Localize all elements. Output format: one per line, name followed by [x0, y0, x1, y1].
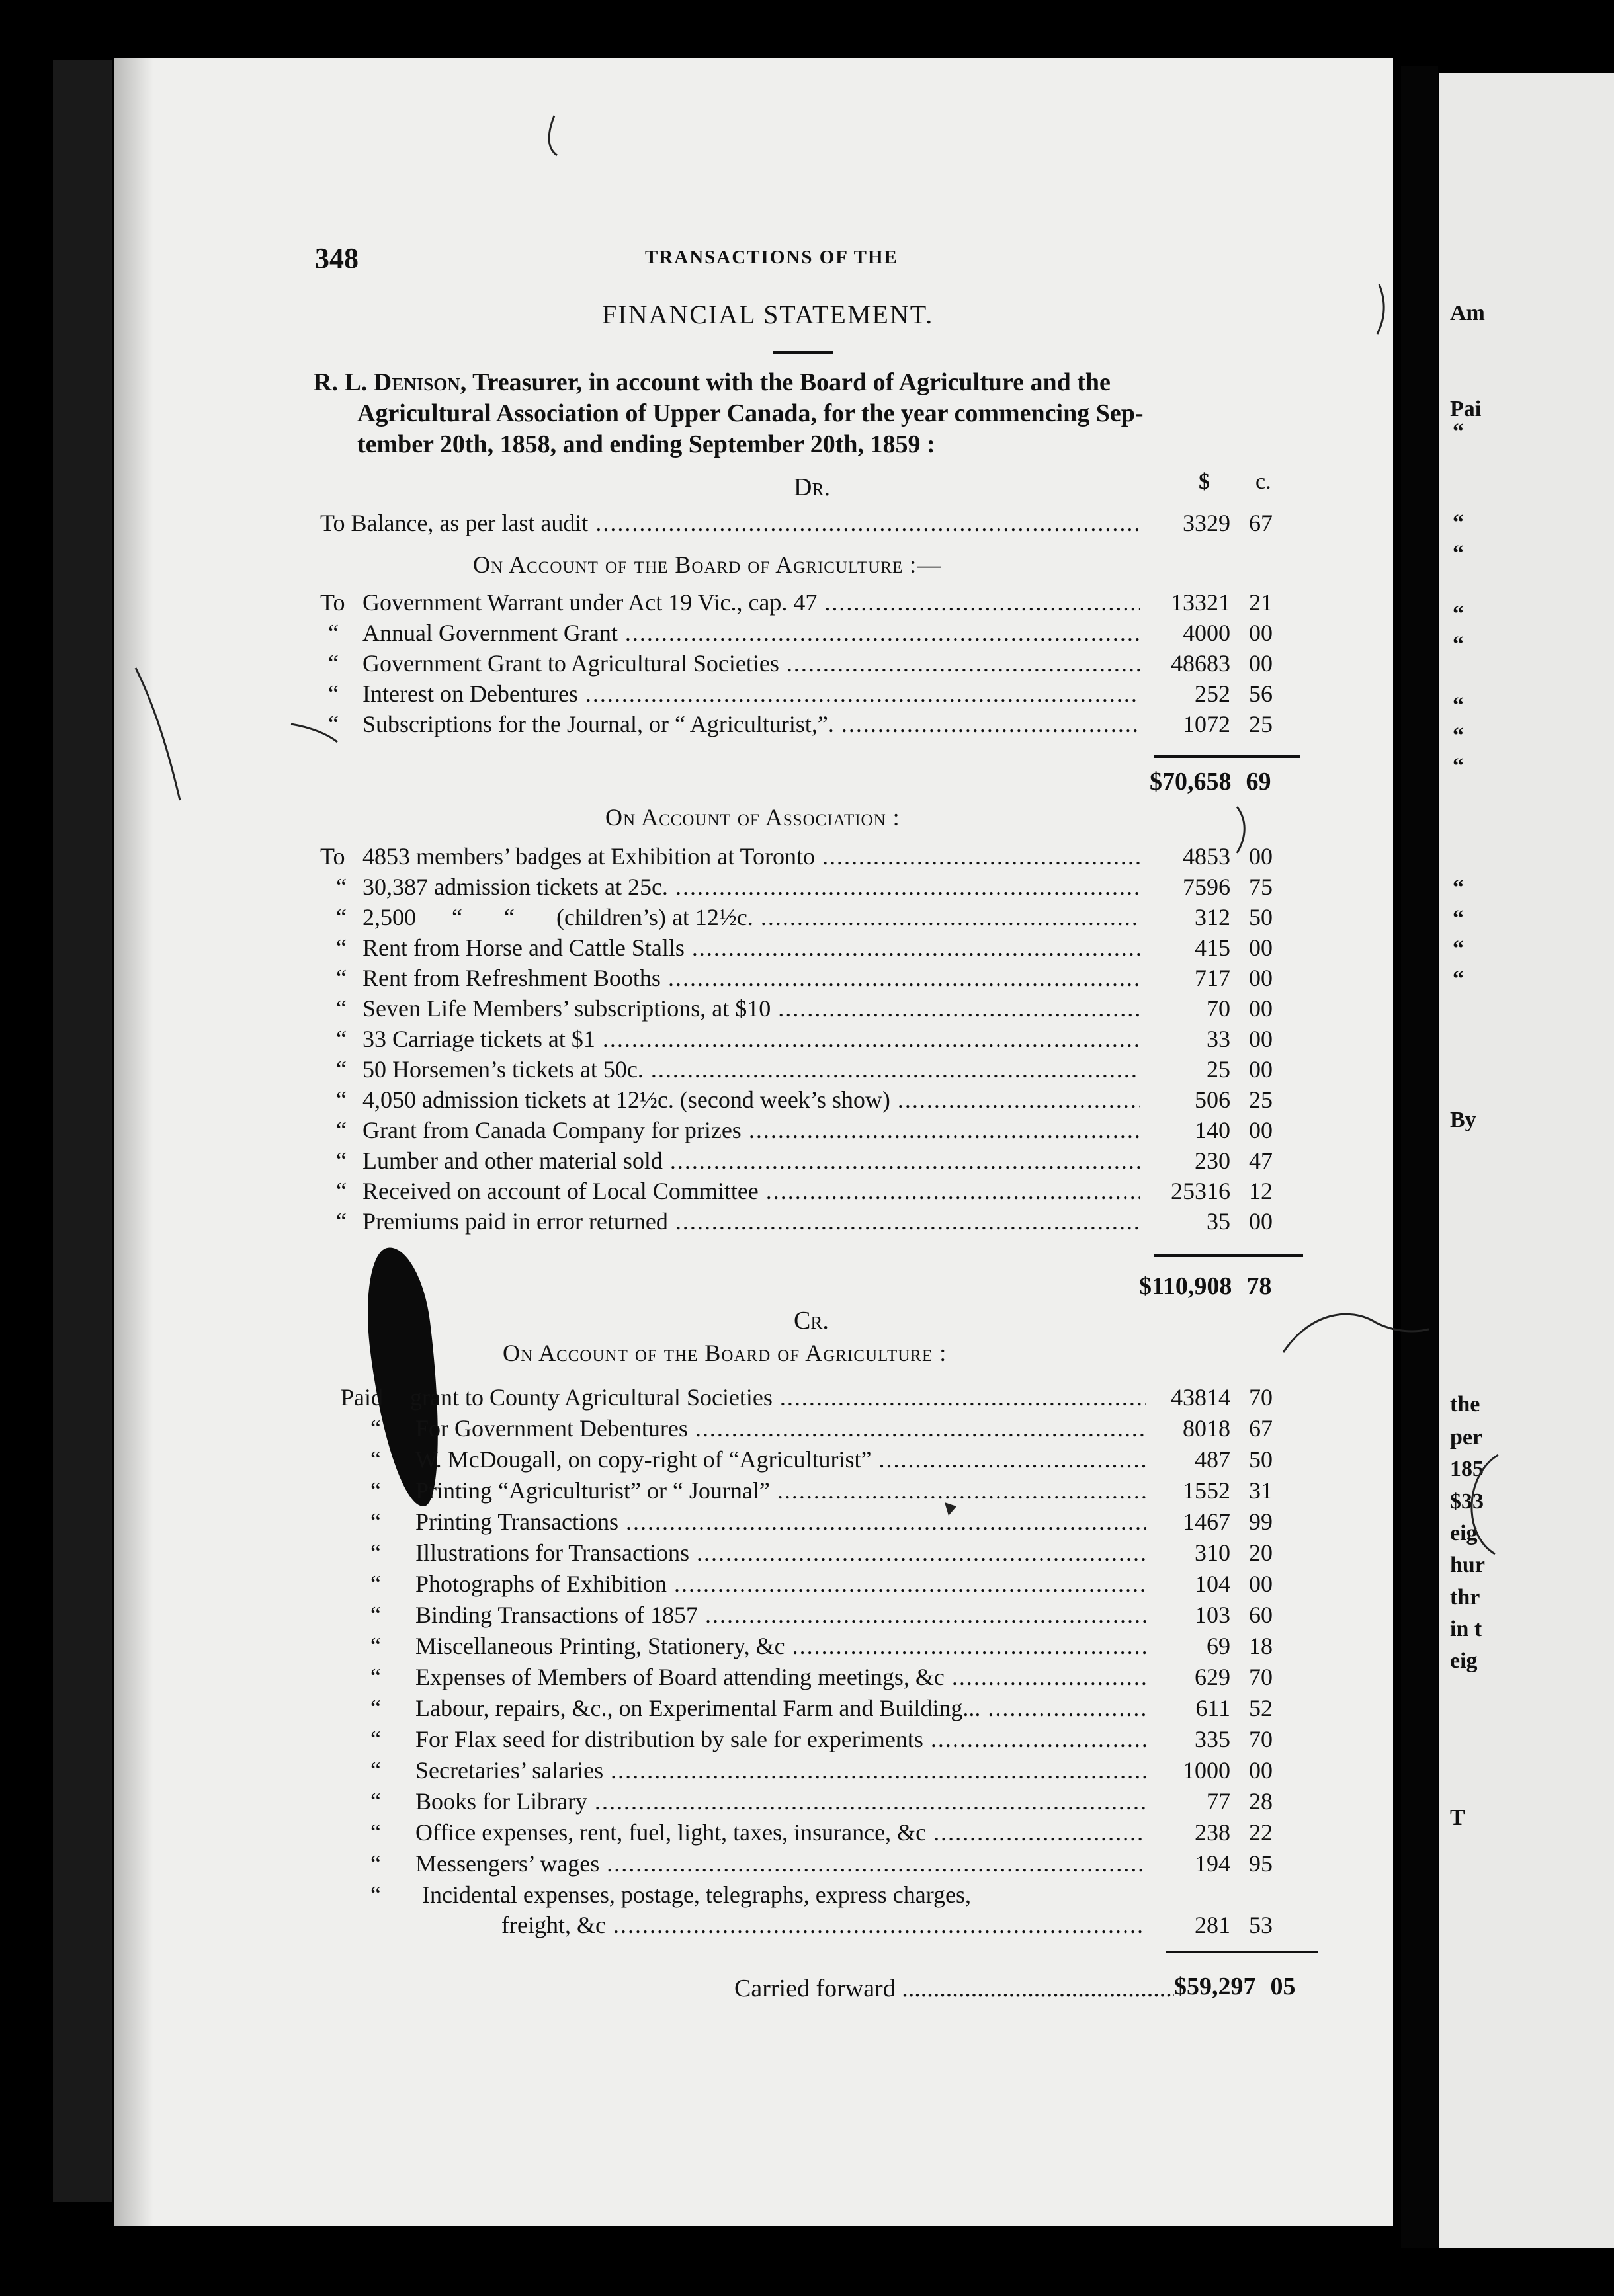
adjacent-page-line: Pai [1450, 397, 1482, 421]
row-label: W. McDougall, on copy-right of “Agriculturist” ..... [415, 1444, 1146, 1475]
ledger-row [0, 1848, 1323, 1879]
row-cents: 70 [1249, 1726, 1273, 1752]
row-prefix: “ [336, 1086, 347, 1113]
ledger-row [0, 1910, 1323, 1940]
row-dollars: 104 [1195, 1571, 1230, 1597]
total-cents: 69 [1246, 768, 1271, 796]
row-prefix: “ [370, 1788, 381, 1815]
carried-forward-rule [1166, 1951, 1318, 1953]
ledger-row [0, 1538, 1323, 1568]
debit-heading: Dr. [794, 473, 830, 501]
adjacent-page-line: in t [1450, 1617, 1482, 1641]
row-label: Seven Life Members’ subscriptions, at $10 ..... [362, 993, 1140, 1024]
row-prefix: “ [370, 1602, 381, 1628]
row-label: 30,387 admission tickets at 25c. ..... [362, 872, 1140, 902]
row-prefix: “ [336, 934, 347, 961]
row-label: Expenses of Members of Board attending meetings, &c ..... [415, 1662, 1146, 1692]
total-dollars: $59,297 [1174, 1973, 1256, 2000]
row-label: Printing “Agriculturist” or “ Journal” ..... [415, 1475, 1146, 1506]
treasurer-name: R. L. Denison [314, 368, 460, 396]
ledger-row [0, 1724, 1323, 1754]
ledger-row [0, 902, 1323, 932]
row-label: Subscriptions for the Journal, or “ Agriculturist,”. ..... [362, 709, 1140, 739]
row-cents: 00 [1249, 1571, 1273, 1597]
row-dollars: 25 [1207, 1056, 1230, 1083]
row-cents: 00 [1249, 1026, 1273, 1052]
row-dollars: 13321 [1171, 589, 1230, 616]
row-dollars: 140 [1195, 1117, 1230, 1143]
ledger-row [0, 508, 1323, 538]
row-prefix: “ [328, 680, 339, 707]
ledger-row [0, 841, 1323, 872]
row-cents: 28 [1249, 1788, 1273, 1815]
subtotal-rule [1154, 755, 1300, 758]
row-dollars: 629 [1195, 1664, 1230, 1690]
row-label: Labour, repairs, &c., on Experimental Farm and Building... ..... [415, 1693, 1146, 1723]
row-dollars: 281 [1195, 1912, 1230, 1938]
row-cents: 50 [1249, 904, 1273, 930]
ledger-row [0, 709, 1323, 739]
statement-intro [314, 367, 1299, 460]
row-label-line-2: freight, &c ..... [501, 1910, 1146, 1940]
row-dollars: 194 [1195, 1850, 1230, 1877]
row-prefix: “ [336, 1056, 347, 1083]
row-prefix: “ [370, 1446, 381, 1473]
row-dollars: 103 [1195, 1602, 1230, 1628]
row-dollars: 4000 [1183, 620, 1230, 646]
total-dollars: $70,658 [1150, 768, 1232, 796]
statement-title: FINANCIAL STATEMENT. [602, 300, 934, 329]
row-prefix: “ [370, 1664, 381, 1690]
row-prefix: “ [370, 1850, 381, 1877]
title-rule [773, 351, 833, 354]
row-dollars: 8018 [1183, 1415, 1230, 1442]
row-dollars: 611 [1195, 1695, 1230, 1721]
row-dollars: 1072 [1183, 711, 1230, 737]
row-label: Miscellaneous Printing, Stationery, &c ..... [415, 1631, 1146, 1661]
row-label: Premiums paid in error returned ..... [362, 1206, 1140, 1237]
row-prefix: “ [336, 1178, 347, 1204]
row-prefix: To [320, 843, 345, 870]
ledger-row [0, 963, 1323, 993]
ledger-row [0, 932, 1323, 963]
adjacent-page-line: per [1450, 1425, 1483, 1450]
credit-heading: Cr. [794, 1307, 829, 1334]
row-cents: 00 [1249, 1757, 1273, 1784]
row-dollars: 506 [1195, 1086, 1230, 1113]
row-label: Binding Transactions of 1857 ..... [415, 1600, 1146, 1630]
row-label: For Flax seed for distribution by sale for experiments ..... [415, 1724, 1146, 1754]
row-cents: 67 [1249, 1415, 1273, 1442]
cents-column-heading: c. [1255, 470, 1271, 494]
row-label: Rent from Refreshment Booths ..... [362, 963, 1140, 993]
ledger-row-incidental [0, 1879, 1323, 1910]
row-prefix: To [320, 589, 345, 616]
ledger-row [0, 1631, 1323, 1661]
row-dollars: 25316 [1171, 1178, 1230, 1204]
row-dollars: 487 [1195, 1446, 1230, 1473]
row-dollars: 48683 [1171, 650, 1230, 676]
row-prefix: “ [370, 1415, 381, 1442]
ledger-row [0, 648, 1323, 678]
page-number: 348 [315, 242, 359, 274]
adjacent-page-line: the [1450, 1392, 1480, 1416]
ledger-row [0, 1693, 1323, 1723]
row-prefix: Paid [341, 1384, 384, 1411]
ledger-row [0, 1085, 1323, 1115]
row-cents: 52 [1249, 1695, 1273, 1721]
association-subheading: On Account of Association : [605, 804, 900, 831]
row-dollars: 69 [1207, 1633, 1230, 1659]
row-label: Secretaries’ salaries ..... [415, 1755, 1146, 1785]
row-dollars: 230 [1195, 1147, 1230, 1174]
ledger-row [0, 1206, 1323, 1237]
adjacent-page-line: eig [1450, 1521, 1478, 1545]
adjacent-page-line: hur [1450, 1553, 1485, 1577]
row-prefix: “ [336, 995, 347, 1022]
row-label: Received on account of Local Committee ..... [362, 1176, 1140, 1206]
ledger-row [0, 1786, 1323, 1817]
ledger-row [0, 618, 1323, 648]
board-credit-subheading: On Account of the Board of Agriculture : [503, 1340, 947, 1366]
dollars-column-heading: $ [1199, 470, 1210, 494]
row-dollars: 3329 [1183, 510, 1230, 536]
intro-line-2: Agricultural Association of Upper Canada, for the year commencing Sep- [357, 399, 1144, 427]
ledger-row [0, 1382, 1323, 1413]
ledger-row [0, 1506, 1323, 1537]
adjacent-page-line: thr [1450, 1585, 1480, 1610]
row-label: Messengers’ wages ..... [415, 1848, 1146, 1879]
row-prefix: “ [370, 1757, 381, 1784]
row-dollars: 43814 [1171, 1384, 1230, 1411]
row-prefix: “ [370, 1633, 381, 1659]
ledger-row [0, 1115, 1323, 1145]
row-cents: 95 [1249, 1850, 1273, 1877]
row-label: Lumber and other material sold ..... [362, 1145, 1140, 1176]
carried-forward-total [1174, 1972, 1296, 2001]
adjacent-page-line: By [1450, 1108, 1476, 1132]
adjacent-page-line: Am [1450, 301, 1485, 325]
row-dollars: 1467 [1183, 1508, 1230, 1535]
row-dollars: 4853 [1183, 843, 1230, 870]
total-cents: 05 [1270, 1973, 1296, 2000]
ledger-row [0, 1817, 1323, 1848]
row-label: Government Warrant under Act 19 Vic., cap. 47 ..... [362, 587, 1140, 618]
row-dollars: 310 [1195, 1539, 1230, 1566]
row-label: Photographs of Exhibition ..... [415, 1569, 1146, 1599]
row-cents: 00 [1249, 995, 1273, 1022]
row-prefix: “ [336, 1147, 347, 1174]
row-dollars: 1552 [1183, 1477, 1230, 1504]
board-debit-total [1150, 767, 1271, 796]
row-label-line-1: Incidental expenses, postage, telegraphs, express charges, [422, 1881, 972, 1908]
row-cents: 00 [1249, 1208, 1273, 1235]
ledger-row [0, 1176, 1323, 1206]
row-label: Interest on Debentures ..... [362, 678, 1140, 709]
row-label: grant to County Agricultural Societies ..... [410, 1382, 1146, 1413]
row-cents: 12 [1249, 1178, 1273, 1204]
ledger-row [0, 1475, 1323, 1506]
row-label: Government Grant to Agricultural Societies ..... [362, 648, 1140, 678]
total-cents: 78 [1246, 1272, 1272, 1300]
row-dollars: 238 [1195, 1819, 1230, 1846]
row-cents: 00 [1249, 934, 1273, 961]
row-label: Grant from Canada Company for prizes ..... [362, 1115, 1140, 1145]
row-prefix: “ [336, 1208, 347, 1235]
row-dollars: 7596 [1183, 874, 1230, 900]
row-cents: 56 [1249, 680, 1273, 707]
ledger-row [0, 678, 1323, 709]
row-label: For Government Debentures ..... [415, 1413, 1146, 1444]
row-prefix: “ [370, 1508, 381, 1535]
ledger-row [0, 1145, 1323, 1176]
row-cents: 00 [1249, 965, 1273, 991]
row-prefix: “ [336, 965, 347, 991]
adjacent-page-line: 185 [1450, 1457, 1484, 1481]
row-cents: 31 [1249, 1477, 1273, 1504]
row-dollars: 33 [1207, 1026, 1230, 1052]
row-cents: 00 [1249, 1117, 1273, 1143]
row-cents: 00 [1249, 843, 1273, 870]
adjacent-page-line: eig [1450, 1649, 1478, 1673]
row-label: 50 Horsemen’s tickets at 50c. ..... [362, 1054, 1140, 1085]
row-dollars: 1000 [1183, 1757, 1230, 1784]
row-prefix: “ [336, 1026, 347, 1052]
row-cents: 18 [1249, 1633, 1273, 1659]
adjacent-page-line: $33 [1450, 1489, 1484, 1514]
adjacent-page-line: T [1450, 1805, 1465, 1830]
row-cents: 60 [1249, 1602, 1273, 1628]
ledger-row [0, 1413, 1323, 1444]
row-label: Office expenses, rent, fuel, light, taxes, insurance, &c ..... [415, 1817, 1146, 1848]
row-label: Illustrations for Transactions ..... [415, 1538, 1146, 1568]
row-label: Printing Transactions ..... [415, 1506, 1146, 1537]
row-cents: 50 [1249, 1446, 1273, 1473]
row-prefix: “ [370, 1477, 381, 1504]
row-dollars: 77 [1207, 1788, 1230, 1815]
row-cents: 20 [1249, 1539, 1273, 1566]
row-prefix: “ [328, 711, 339, 737]
row-prefix: “ [328, 650, 339, 676]
ledger-row [0, 1600, 1323, 1630]
association-debit-total [1139, 1272, 1271, 1301]
row-label: Books for Library ..... [415, 1786, 1146, 1817]
board-debit-subheading: On Account of the Board of Agriculture :— [473, 552, 942, 578]
ledger-row [0, 1054, 1323, 1085]
ledger-row [0, 1444, 1323, 1475]
row-prefix: “ [370, 1539, 381, 1566]
row-cents: 75 [1249, 874, 1273, 900]
row-dollars: 717 [1195, 965, 1230, 991]
row-dollars: 312 [1195, 904, 1230, 930]
row-label: To Balance, as per last audit ..... [320, 508, 1140, 538]
row-prefix: “ [336, 904, 347, 930]
intro-line-1: , Treasurer, in account with the Board of Agriculture and the [460, 368, 1111, 396]
row-cents: 21 [1249, 589, 1273, 616]
row-prefix: “ [370, 1819, 381, 1846]
row-cents: 70 [1249, 1384, 1273, 1411]
row-prefix: “ [370, 1881, 381, 1908]
carried-forward-label: Carried forward ..... [734, 1974, 1174, 2003]
row-cents: 00 [1249, 1056, 1273, 1083]
row-dollars: 415 [1195, 934, 1230, 961]
row-cents: 99 [1249, 1508, 1273, 1535]
ledger-row [0, 1569, 1323, 1599]
row-label: Annual Government Grant ..... [362, 618, 1140, 648]
row-cents: 22 [1249, 1819, 1273, 1846]
row-dollars: 35 [1207, 1208, 1230, 1235]
row-label: 2,500 “ “ (children’s) at 12½c. ..... [362, 902, 1140, 932]
row-cents: 25 [1249, 711, 1273, 737]
row-prefix: “ [370, 1571, 381, 1597]
row-cents: 00 [1249, 620, 1273, 646]
row-prefix: “ [336, 1117, 347, 1143]
row-cents: 53 [1249, 1912, 1273, 1938]
total-dollars: $110,908 [1139, 1272, 1232, 1300]
row-prefix: “ [328, 620, 339, 646]
row-dollars: 335 [1195, 1726, 1230, 1752]
row-label: 4853 members’ badges at Exhibition at Toronto ..... [362, 841, 1140, 872]
ledger-row [0, 1024, 1323, 1054]
ledger-row [0, 587, 1323, 618]
row-prefix: “ [370, 1726, 381, 1752]
ledger-row [0, 993, 1323, 1024]
ledger-row [0, 1755, 1323, 1785]
row-prefix: “ [370, 1695, 381, 1721]
row-cents: 67 [1249, 510, 1273, 536]
row-dollars: 70 [1207, 995, 1230, 1022]
row-label: 4,050 admission tickets at 12½c. (second week’s show) ..... [362, 1085, 1140, 1115]
row-cents: 25 [1249, 1086, 1273, 1113]
row-label: 33 Carriage tickets at $1 ..... [362, 1024, 1140, 1054]
row-cents: 70 [1249, 1664, 1273, 1690]
running-head: TRANSACTIONS OF THE [645, 247, 898, 268]
row-label: Rent from Horse and Cattle Stalls ..... [362, 932, 1140, 963]
ledger-row [0, 872, 1323, 902]
adjacent-page-ditto-marks: “ “ “ “ “ “ “ “ “ “ “ “ [1453, 419, 1464, 991]
intro-line-3: tember 20th, 1858, and ending September 20th, 1859 : [357, 430, 935, 458]
row-prefix: “ [336, 874, 347, 900]
subtotal-rule [1154, 1254, 1303, 1257]
row-dollars: 252 [1195, 680, 1230, 707]
row-cents: 47 [1249, 1147, 1273, 1174]
ledger-row [0, 1662, 1323, 1692]
row-cents: 00 [1249, 650, 1273, 676]
